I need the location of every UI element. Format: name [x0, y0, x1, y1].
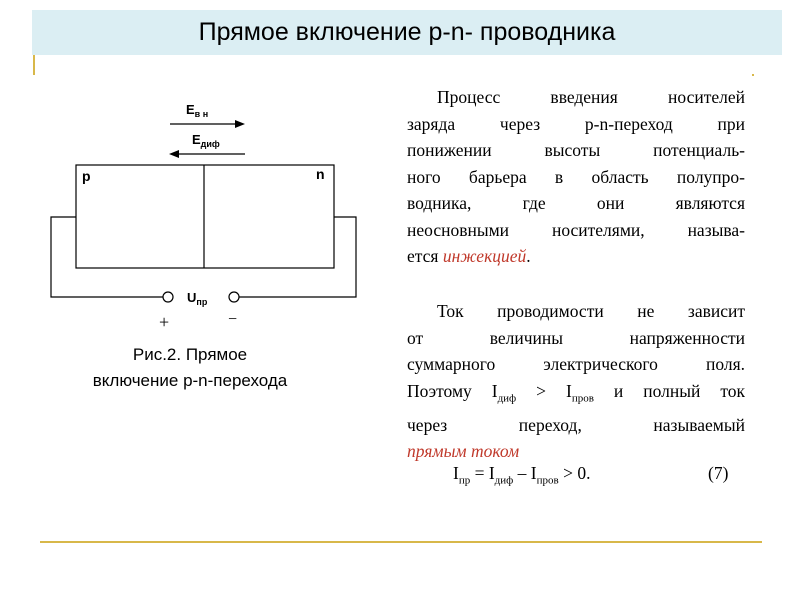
- circuit-wire-left: [51, 217, 163, 297]
- para1-line: Процесс введения носителей: [437, 87, 745, 107]
- gold-accent-dot: [752, 74, 754, 76]
- external-field-label: $E_{в н}$: [186, 102, 209, 119]
- para2-line: Ток проводимости не зависит: [437, 301, 745, 321]
- term-injection: инжекцией: [442, 246, 527, 266]
- circuit-wire-right: [239, 217, 356, 297]
- para1-last-line: ется инжекцией.: [407, 246, 531, 266]
- paragraph-forward-current: [407, 298, 745, 465]
- para1-line: понижении высоты потенциаль-: [407, 140, 745, 160]
- para1-line: заряда через p-n-переход при: [407, 113, 745, 134]
- paragraph-injection: [407, 84, 745, 270]
- para2-line: Поэтому $I_{диф} > I_{пров}$ и полный ток: [407, 380, 745, 404]
- title-bar: [32, 10, 782, 55]
- n-region-label: n: [316, 166, 325, 182]
- para2-line: от величины напряженности: [407, 327, 745, 348]
- negative-terminal: [229, 292, 239, 302]
- p-region-label: p: [82, 168, 91, 184]
- figure-caption: [60, 342, 320, 394]
- para1-line: водника, где они являются: [407, 193, 745, 213]
- equation-number: (7): [708, 463, 729, 483]
- caption-line-1: Рис.2. Прямое: [132, 345, 248, 364]
- minus-sign: −: [228, 311, 238, 328]
- term-forward-current: прямым током: [407, 441, 520, 461]
- para2-line: через переход, называемый: [407, 414, 745, 435]
- slide-title: Прямое включение p-n- проводника: [198, 18, 616, 46]
- current-formula: $I_{пр} = I_{диф} - I_{пров} > 0$.: [453, 463, 591, 487]
- diffusion-field-arrowhead: [169, 150, 179, 158]
- pn-junction-diagram: [40, 88, 370, 338]
- positive-terminal: [163, 292, 173, 302]
- diffusion-field-label: $E_{диф}$: [192, 132, 220, 149]
- voltage-label: $U_{пр}$: [187, 290, 208, 307]
- external-field-arrowhead: [235, 120, 245, 128]
- para1-line: ного барьера в область полупро-: [407, 166, 745, 187]
- gold-accent-tick: [33, 55, 35, 75]
- para2-line: суммарного электрического поля.: [407, 354, 745, 374]
- plus-sign: +: [159, 312, 170, 332]
- semiconductor-block: [76, 165, 334, 268]
- bottom-divider: [40, 541, 762, 543]
- para1-line: неосновными носителями, называ-: [407, 219, 745, 240]
- caption-line-2: включение p-n-перехода: [92, 371, 288, 390]
